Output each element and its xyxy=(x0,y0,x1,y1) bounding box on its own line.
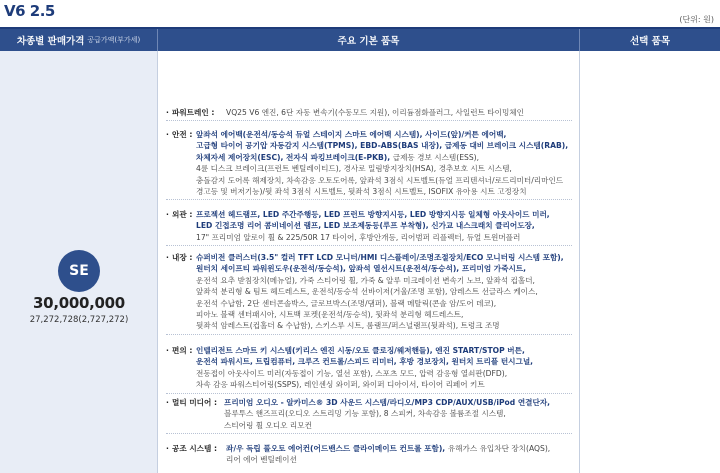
feature-section-label: 편의 : xyxy=(172,346,193,355)
header-price xyxy=(0,29,158,51)
feature-text: 리어 에어 벤틸레이션 xyxy=(226,455,297,465)
feature-line xyxy=(166,397,576,408)
trim-supply-price: 27,272,728(2,727,272) xyxy=(29,315,129,325)
feature-line xyxy=(166,163,576,174)
feature-line xyxy=(166,140,576,151)
section-divider xyxy=(166,334,572,335)
header-options-label: 선택 품목 xyxy=(629,36,670,47)
section-divider xyxy=(166,245,572,246)
feature-text: 원터치 세이프티 파워윈도우(운전석/동승석), 앞좌석 열선시트(운전석/동승석), 프리미엄 가죽시트, xyxy=(196,264,527,274)
feature-line xyxy=(166,275,576,286)
feature-section-label: 공조 시스템 : xyxy=(172,444,218,453)
feature-text: 인텔리전트 스마트 키 시스템(키리스 엔진 시동/오토 클로징/웨저핸들), 엔진 START/STOP 버튼, xyxy=(196,346,525,355)
feature-text: 앞좌석 에어백(운전석/동승석 듀얼 스테이지 스마트 에어백 시스템), 사이드(앞)/커튼 에어백, xyxy=(196,130,507,139)
feature-text: 운전석 수납함, 2단 센터콘솔박스, 글로브박스(조명/댐퍼), 블랙 메탈릭(콘솔 암/도어 데코), xyxy=(196,298,497,308)
feature-text: 뒷좌석 암레스트(컵홀더 & 수납함), 스키스루 시트, 롬램프/퍼스널램프(뒷좌석), 트렁크 조명 xyxy=(196,321,500,331)
bullet-icon: · xyxy=(166,210,169,219)
options-cell xyxy=(580,51,720,473)
feature-section-label: 내장 : xyxy=(172,253,193,262)
table-body xyxy=(0,51,720,473)
section-divider xyxy=(166,120,572,121)
feature-line xyxy=(166,286,576,297)
table-header xyxy=(0,27,720,51)
feature-line xyxy=(166,175,576,186)
unit-label: (단위: 원) xyxy=(679,15,714,24)
feature-line xyxy=(166,220,576,231)
feature-text: 17" 프리미엄 알로이 휠 & 225/50R 17 타이어, 후방안개등, 리어범퍼 리플렉터, 듀얼 트윈머플러 xyxy=(196,232,521,242)
section-divider xyxy=(166,433,572,434)
feature-line xyxy=(166,356,576,367)
feature-line xyxy=(166,152,576,163)
header-price-sub: 공급가액(부가세) xyxy=(87,36,141,44)
feature-text: 프로젝션 헤드램프, LED 주간주행등, LED 프런트 방향지시등, LED 방향지시등 일체형 아웃사이드 미러, xyxy=(196,210,550,219)
feature-line xyxy=(166,454,576,465)
feature-text: 차체자세 제어장치(ESC), 전자식 파킹브레이크(E-PKB), xyxy=(196,152,393,162)
feature-line xyxy=(166,129,576,140)
feature-line xyxy=(166,368,576,379)
feature-text: 좌/우 독립 풀오토 에어컨(어드밴스드 클라이메이트 컨트롤 포함), xyxy=(226,444,448,453)
feature-text: 프리미엄 오디오 - 알카미스® 3D 사운드 시스템/라디오/MP3 CDP/AUX/USB/iPod 연결단자, xyxy=(224,398,551,407)
feature-text: 피아노 블랙 센터패시아, 시트백 포켓(운전석/동승석), 뒷좌석 분리형 헤드레스트, xyxy=(196,310,464,320)
feature-section xyxy=(166,252,576,332)
feature-text: 충돌감지 도어록 해제장치, 차속감응 오토도어록, 앞좌석 3점식 시트벨트(듀얼 프리텐셔너/로드리미터/리마인드 xyxy=(196,175,564,185)
feature-text: 앞좌석 분리형 & 팀트 헤드레스트, 운전석/동승석 선바이저(거울/조명 포함), 암레스트 선글라스 케이스, xyxy=(196,287,538,297)
feature-line xyxy=(166,107,576,118)
feature-section xyxy=(166,397,576,431)
feature-line xyxy=(166,408,576,419)
feature-line xyxy=(166,263,576,274)
feature-line xyxy=(166,420,576,431)
feature-line xyxy=(166,252,576,263)
feature-section xyxy=(166,209,576,243)
feature-line xyxy=(166,443,576,454)
feature-line xyxy=(166,309,576,320)
trim-price: 30,000,000 xyxy=(33,294,125,312)
header-items xyxy=(158,29,580,51)
feature-line xyxy=(166,186,576,197)
feature-text: 전동접이 아웃사이드 미러(자동접이 기능, 열선 포함), 스포츠 모드, 압력 감응형 열쇠판(DFD), xyxy=(196,368,508,378)
bullet-icon: · xyxy=(166,108,169,117)
page-title: V6 2.5 xyxy=(4,2,55,20)
header-options xyxy=(580,29,720,51)
bullet-icon: · xyxy=(166,444,169,453)
feature-line xyxy=(166,379,576,390)
feature-text: 경고등 및 버저기능)/뒷 좌석 3점식 시트벨트, 뒷좌석 3점식 시트벨트, ISOFIX 유아용 시트 고정장치 xyxy=(196,187,527,197)
feature-section xyxy=(166,443,576,466)
feature-text: VQ25 V6 엔진, 6단 자동 변속기(수동모드 지원), 이리듐점화플러그, 사일런트 타이밍체인 xyxy=(226,108,524,117)
feature-section xyxy=(166,345,576,391)
feature-text: 슈퍼비전 클러스터(3.5" 컬러 TFT LCD 모니터/HMI 디스플레이/조명조절장치/ECO 모니터링 시스템 포함), xyxy=(196,253,564,262)
bullet-icon: · xyxy=(166,253,169,262)
feature-section-label: 외관 : xyxy=(172,210,193,219)
feature-text: 차속 감응 파워스티어링(SSPS), 레인센싱 와이퍼, 와이퍼 디아이서, 타이어 리페어 키트 xyxy=(196,380,485,390)
feature-line xyxy=(166,298,576,309)
feature-text: 4륜 디스크 브레이크(프런트 벤틸레이티드), 경사로 밀림방지장치(HSA), 경추보호 시트 시스템, xyxy=(196,164,512,174)
section-divider xyxy=(166,393,572,394)
feature-text: 운전석 요추 받침장치(메뉴얼), 가죽 스티어링 휠, 가죽 & 알루 미크레이션 변속기 노브, 앞좌석 컵홀더, xyxy=(196,275,535,285)
feature-section xyxy=(166,129,576,197)
feature-line xyxy=(166,320,576,331)
bullet-icon: · xyxy=(166,398,169,407)
feature-line xyxy=(166,209,576,220)
bullet-icon: · xyxy=(166,346,169,355)
header-items-label: 주요 기본 품목 xyxy=(337,36,400,47)
bullet-icon: · xyxy=(166,130,169,139)
feature-text: 고급형 타이어 공기압 자동감지 시스템(TPMS), EBD-ABS(BAS 내장), 급제동 대비 브레이크 시스템(RAB), xyxy=(196,141,569,151)
feature-text: 유해가스 유입차단 장치(AQS), xyxy=(447,444,551,453)
feature-line xyxy=(166,232,576,243)
feature-text: 급제동 경보 시스템(ESS), xyxy=(392,152,480,162)
feature-text: 블루투스 핸즈프리(오디오 스트리밍 기능 포함), 8 스피커, 차속감응 볼륨조절 시스템, xyxy=(224,409,506,419)
header-price-label: 차종별 판매가격 xyxy=(16,36,85,47)
feature-section-label: 멀티 미디어 : xyxy=(172,398,218,407)
feature-text: LED 긴접조명 리어 콤비네이션 램프, LED 보조제동등(루프 부착형), 신가교 내스크래치 클리어도장, xyxy=(196,221,535,231)
standard-items-cell xyxy=(158,51,580,473)
section-divider xyxy=(166,199,572,200)
price-cell xyxy=(0,51,158,473)
trim-badge: SE xyxy=(58,250,100,292)
feature-line xyxy=(166,345,576,356)
feature-section xyxy=(166,107,576,118)
feature-section-label: 안전 : xyxy=(172,130,193,139)
feature-section-label: 파워트레인 : xyxy=(172,108,215,117)
feature-text: 운전석 파워시트, 트립컴퓨터, 크루즈 컨트롤/스피드 리미터, 후방 경보장치, 원터치 트리플 턴시그널, xyxy=(196,357,534,367)
feature-text: 스티어링 휠 오디오 리모컨 xyxy=(224,420,312,430)
